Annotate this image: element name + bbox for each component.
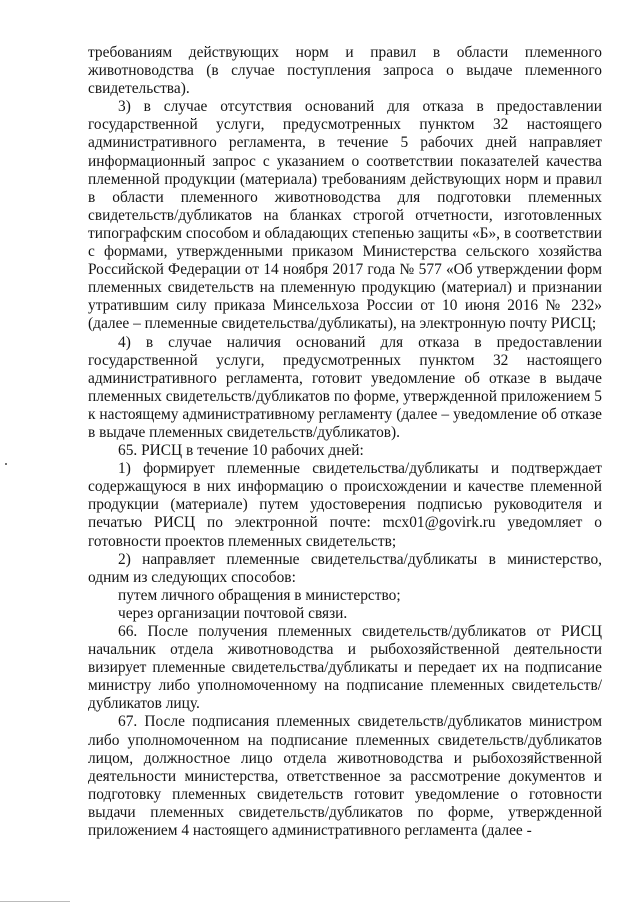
scan-edge-line — [0, 901, 70, 902]
paragraph-continuation: требованиям действующих норм и правил в области племенного животноводства (в случае поступления запроса о выдаче племенного свидетельства). — [88, 44, 602, 98]
paragraph-item-3: 3) в случае отсутствия оснований для отказа в предоставлении государственной услуги, предусмотренных пунктом 32 настоящего административного регламента, в течение 5 рабочих дней направляет информационный запрос с указанием о соответствии показателей качества племенной продукции (материала) требованиям действующих норм и правил в области племенного животноводства для подготовки племенных свидетельств/дубликатов на бланках строгой отчетности, изготовленных типографским способом и обладающих степенью защиты «Б», в соответствии с формами, утвержденными приказом Министерства сельского хозяйства Российской Федерации от 14 ноября 2017 года № 577 «Об утверждении форм племенных свидетельств на племенную продукцию (материал) и признании утратившим силу приказа Минсельхоза России от 10 июня 2016 № 232» (далее – племенные свидетельства/дубликаты), на электронную почту РИСЦ; — [88, 98, 602, 333]
paragraph-65: 65. РИСЦ в течение 10 рабочих дней: — [118, 442, 364, 460]
paragraph-65-item-1: 1) формирует племенные свидетельства/дубликаты и подтверждает содержащуюся в них информацию о происхождении и качестве племенной продукции (материале) путем удостоверения подписью руководителя и печатью РИСЦ по электронной почте: mcx01@govirk.ru уведомляет о готовности проектов племенных свидетельств; — [88, 460, 602, 550]
delivery-method-1: путем личного обращения в министерство; — [118, 586, 401, 604]
document-page-body — [88, 44, 602, 840]
delivery-method-2: через организации почтовой связи. — [118, 604, 348, 622]
paragraph-66: 66. После получения племенных свидетельств/дубликатов от РИСЦ начальник отдела животноводства и рыбохозяйственной деятельности визирует племенные свидетельства/дубликаты и передает их на подписание министру либо уполномоченному на подписание племенных свидетельств/дубликатов лицу. — [88, 623, 602, 713]
paragraph-item-4: 4) в случае наличия оснований для отказа в предоставлении государственной услуги, предусмотренных пунктом 32 настоящего административного регламента, готовит уведомление об отказе в выдаче племенных свидетельств/дубликатов по форме, утвержденной приложением 5 к настоящему административному регламенту (далее – уведомление об отказе в выдаче племенных свидетельств/дубликатов). — [88, 333, 602, 441]
paragraph-65-item-2: 2) направляет племенные свидетельства/дубликаты в министерство, одним из следующих способов: — [88, 550, 602, 586]
scan-artifact-dot — [5, 463, 7, 465]
paragraph-67: 67. После подписания племенных свидетельств/дубликатов министром либо уполномоченном на подписание племенных свидетельств/дубликатов лицом, должностное лицо отдела животноводства и рыбохозяйственной деятельности министерства, ответственное за рассмотрение документов и подготовку племенных свидетельств готовит уведомление о готовности выдачи племенных свидетельств/дубликатов по форме, утвержденной приложением 4 настоящего административного регламента (далее - — [88, 713, 602, 840]
